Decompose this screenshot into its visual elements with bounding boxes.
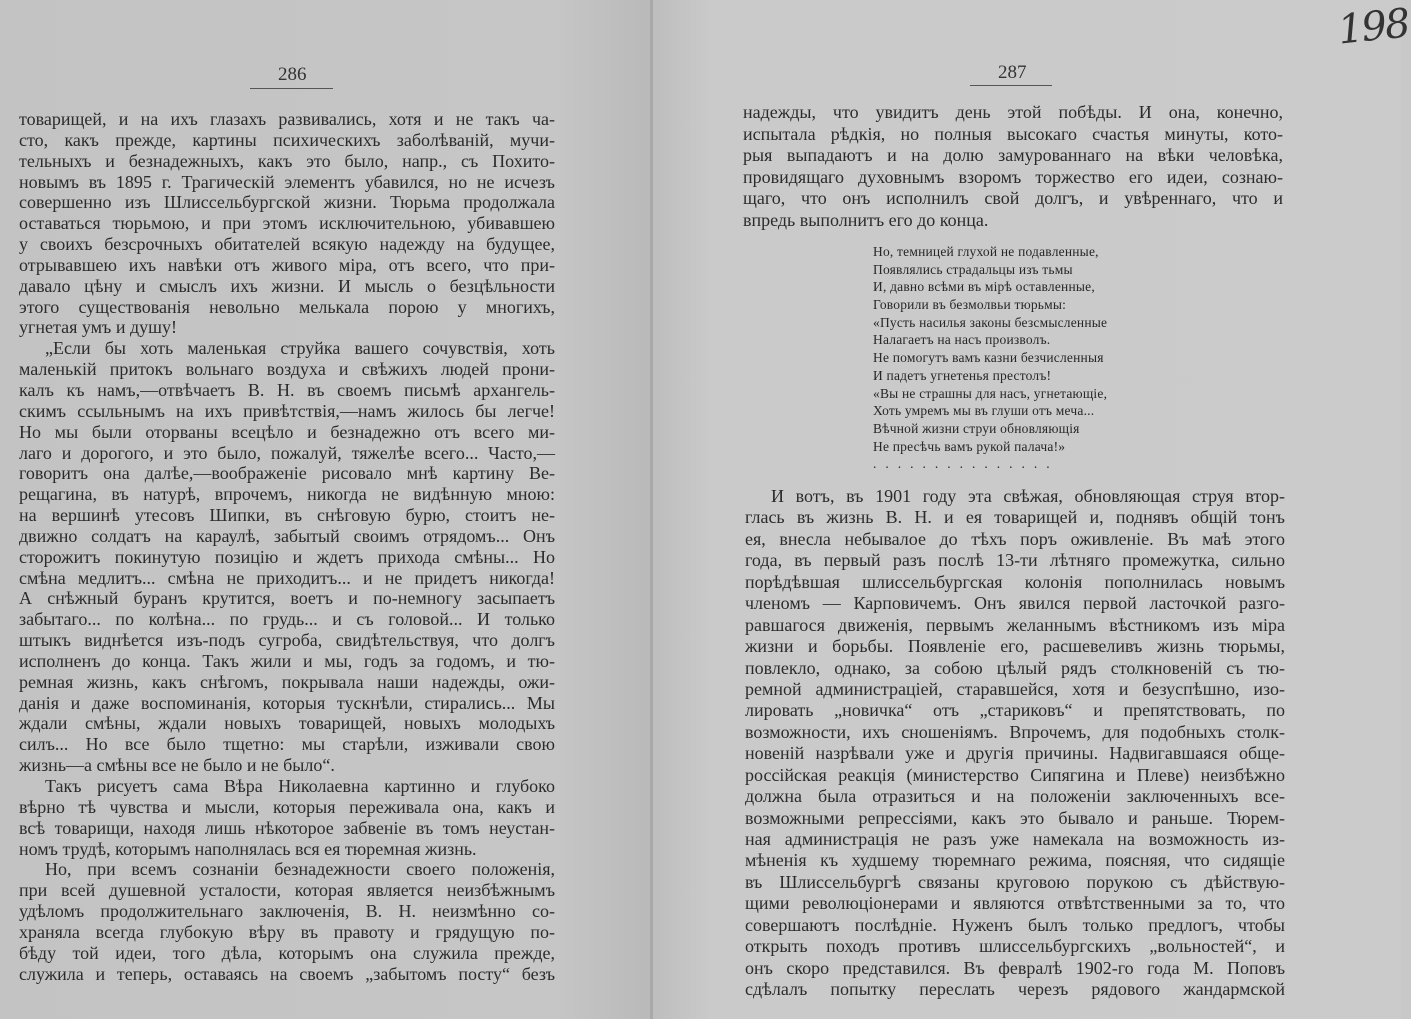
text-line: въ Шлиссельбургѣ связаны круговою порукою съ дѣйствую- xyxy=(745,871,1285,892)
text-line: совершенно изъ Шлиссельбургской жизни. Тюрьма продолжала xyxy=(19,192,555,213)
text-line: всѣ товарищи, находя лишь нѣкоторое забвеніе въ томъ неустан- xyxy=(19,817,555,838)
text-line: на вершинѣ утесовъ Шипки, въ снѣговую бурю, стоитъ не- xyxy=(19,505,555,526)
text-line: жизни и борьбы. Появленіе его, расшевеливъ жизнь тюрьмы, xyxy=(745,636,1285,657)
text-line: говоритъ она далѣе,—воображеніе рисовало мнѣ картину Ве- xyxy=(19,463,555,484)
text-line: штыкъ виднѣется изъ-подъ сугроба, свидѣтельствуя, что долгъ xyxy=(19,630,555,651)
text-line: ея, внесла небывалое до тѣхъ поръ оживленіе. Въ маѣ этого xyxy=(745,528,1285,549)
text-line: лировать „новичка“ отъ „стариковъ“ и препятствовать, по xyxy=(745,700,1285,721)
text-line: у своихъ безсрочныхъ обитателей всякую надежду на будущее, xyxy=(19,234,555,255)
text-line: равшагося движенія, первымъ желаннымъ вѣстникомъ изъ міра xyxy=(745,614,1285,635)
left-page-text xyxy=(19,109,555,984)
poem-line: Не пресѣчь вамъ рукой палача!» xyxy=(873,438,1066,454)
text-line: онъ скоро представился. Въ февралѣ 1902-го года М. Поповъ xyxy=(745,957,1285,978)
text-line: испытала рѣдкія, но полныя высокаго счастья минуты, кото- xyxy=(743,123,1283,144)
text-line: удѣломъ продолжительнаго заключенія, В. Н. неизмѣнно со- xyxy=(19,901,555,922)
poem-line: «Пусть насилья законы безсмысленные xyxy=(873,314,1108,330)
text-line: при всей душевной усталости, которая является неизбѣжнымъ xyxy=(19,880,555,901)
left-page-number: 286 xyxy=(278,64,307,85)
text-line: маленькій притокъ вольнаго воздуха и свѣжихъ людей прони- xyxy=(19,359,555,380)
text-line: калъ къ намъ,—отвѣчаетъ В. Н. въ своемъ письмѣ архангель- xyxy=(19,379,555,400)
text-line: сто, какъ прежде, картины психическихъ заболѣваній, мучи- xyxy=(19,129,555,150)
poem-line: Но, темницей глухой не подавленные, xyxy=(873,244,1099,259)
text-line: повлекло, однако, за собою цѣлый рядъ столкновеній съ тю- xyxy=(745,657,1285,678)
text-line: должна была отразиться и на положеніи заключенныхъ все- xyxy=(745,786,1285,807)
poem-line: Появлялись страдальцы изъ тьмы xyxy=(873,261,1073,277)
text-line: угнетая умъ и душу! xyxy=(19,317,177,338)
poem-verse xyxy=(873,243,1107,473)
text-line: глась въ жизнь В. Н. и ея товарищей и, поднявъ общій тонъ xyxy=(745,507,1285,528)
text-line: вѣрно тѣ чувства и мысли, которыя переживала она, какъ и xyxy=(19,796,555,817)
text-line: сдѣлалъ попытку переслать черезъ рядового жандармской xyxy=(745,979,1285,1000)
text-line: бѣду той идеи, того дѣла, которымъ она служила прежде, xyxy=(19,942,555,963)
right-page-text-top xyxy=(743,102,1283,232)
text-line: скимъ ссыльнымъ на ихъ привѣтствія,—намъ жилось бы легче! xyxy=(19,400,555,421)
text-line: забытаго... по колѣна... по грудь... и съ головой... И только xyxy=(19,609,555,630)
text-line: рещагина, въ натурѣ, впрочемъ, никогда не видѣнную мною: xyxy=(19,484,555,505)
poem-line: Вѣчной жизни струи обновляющія xyxy=(873,420,1080,436)
poem-ellipsis: ............... xyxy=(873,456,1059,472)
text-line: сторожитъ покинутую позицію и ждетъ прихода смѣны... Но xyxy=(19,546,555,567)
poem-line: Не помогутъ вамъ казни безчисленныя xyxy=(873,350,1104,366)
text-line: членомъ — Карповичемъ. Онъ явился первой ласточкой разго- xyxy=(745,593,1285,614)
poem-line: «Вы не страшны для насъ, угнетающіе, xyxy=(873,385,1108,401)
text-line: храняла всегда глубокую вѣру въ правоту и грядущую по- xyxy=(19,921,555,942)
text-line: тельныхъ и безнадежныхъ, какъ это было, напр., съ Похито- xyxy=(19,150,555,171)
text-line: порѣдѣвшая шлиссельбургская колонія пополнилась новымъ xyxy=(745,571,1285,592)
text-line: возможности, ихъ сношеніямъ. Впрочемъ, для подобныхъ столк- xyxy=(745,721,1285,742)
text-line: данія и даже воспоминанія, которыя тускнѣли, стирались... Мы xyxy=(19,692,555,713)
text-line: движно солдатъ на караулѣ, забытый своимъ отрядомъ... Онъ xyxy=(19,525,555,546)
text-line: давало цѣну и смыслъ ихъ жизни. И мысль о безцѣльности xyxy=(19,275,555,296)
text-line: А снѣжный буранъ крутится, воетъ и по-немногу засыпаетъ xyxy=(19,588,555,609)
text-line: рыя выпадаютъ и на долю замурованнаго на вѣки человѣка, xyxy=(743,145,1283,166)
text-line: этого существованія невольно мелькала порою у многихъ, xyxy=(19,296,555,317)
text-line: ждали смѣны, ждали новыхъ товарищей, новыхъ молодыхъ xyxy=(19,713,555,734)
text-line: открыть походъ противъ шлиссельбургскихъ „вольностей“, и xyxy=(745,936,1285,957)
text-line: ная администрація не разъ уже намекала на возможность из- xyxy=(745,829,1285,849)
text-line: ремной администраціей, старавшейся, хотя и безуспѣшно, изо- xyxy=(745,678,1285,699)
text-line: Но мы были оторваны всецѣло и безнадежно отъ всего ми- xyxy=(19,421,555,442)
text-line: россійская реакція (министерство Сипягина и Плеве) неизбѣжно xyxy=(745,764,1285,785)
text-line: провидящаго духовнымъ взоромъ торжество его идеи, сознаю- xyxy=(743,166,1283,187)
text-line: Такъ рисуетъ сама Вѣра Николаевна картинно и глубоко xyxy=(45,776,555,796)
text-line: новымъ въ 1895 г. Трагическій элементъ убавился, но не исчезъ xyxy=(19,171,555,192)
poem-line: И, давно всѣми въ мірѣ оставленные, xyxy=(873,279,1095,295)
text-line: года, въ первый разъ послѣ 13-ти лѣтняго промежутка, сильно xyxy=(745,550,1285,571)
right-page-number: 287 xyxy=(998,62,1027,83)
poem-line: Налагаетъ на насъ произволъ. xyxy=(873,332,1051,348)
text-line: „Если бы хоть маленькая струйка вашего сочувствія, хоть xyxy=(45,338,555,359)
text-line: совершаютъ послѣдніе. Нуженъ былъ только предлогъ, чтобы xyxy=(745,914,1285,935)
text-line: жизнь—а смѣны все не было и не было“. xyxy=(19,755,335,776)
poem-line: Хоть умремъ мы въ глуши отъ меча... xyxy=(873,403,1095,419)
text-line: Но, при всемъ сознаніи безнадежности своего положенія, xyxy=(45,859,555,880)
text-line: надежды, что увидитъ день этой побѣды. И она, конечно, xyxy=(743,102,1283,122)
text-line: лаго и дорогого, и это было, пожалуй, тяжелѣе всего... Часто,— xyxy=(19,442,555,463)
text-line: служила и теперь, оставаясь на своемъ „забытомъ посту“ безъ xyxy=(19,963,555,984)
text-line: мѣненія къ худшему тюремнаго режима, поясняя, что сидящіе xyxy=(745,850,1285,871)
text-line: ремная жизнь, какъ снѣгомъ, покрывала наши надежды, ожи- xyxy=(19,671,555,692)
text-line: И вотъ, въ 1901 году эта свѣжая, обновляющая струя втор- xyxy=(771,486,1285,506)
text-line: щаго, что онъ исполнилъ свой долгъ, и увѣреннаго, что и xyxy=(743,188,1283,209)
text-line: товарищей, и на ихъ глазахъ развивались, хотя и не такъ ча- xyxy=(19,109,555,129)
text-line: силъ... Но все было тщетно: мы старѣли, изживали свою xyxy=(19,734,555,755)
text-line: новеній назрѣвали уже и другія причины. Надвигавшаяся обще- xyxy=(745,743,1285,764)
handwritten-archive-number: 198 xyxy=(1335,0,1411,54)
text-line: смѣна медлитъ... смѣна не приходитъ... и не придетъ никогда! xyxy=(19,567,555,588)
text-line: исполненъ до конца. Такъ жили и мы, годъ за годомъ, и тю- xyxy=(19,650,555,671)
poem-line: И падетъ угнетенья престолъ! xyxy=(873,367,1052,383)
book-gutter xyxy=(650,0,653,1019)
text-line: впредь выполнитъ его до конца. xyxy=(743,209,989,230)
right-page-number-rule xyxy=(970,85,1052,86)
text-line: возможными репрессіями, какъ это бывало и раньше. Тюрем- xyxy=(745,807,1285,828)
text-line: отрывавшею ихъ навѣки отъ живого міра, отъ всего, что при- xyxy=(19,254,555,275)
text-line: оставаться тюрьмою, и при этомъ исключительною, убивавшею xyxy=(19,213,555,234)
right-page-text-bottom xyxy=(745,486,1285,1001)
left-page-number-rule xyxy=(250,88,333,89)
poem-line: Говорили въ безмолвьи тюрьмы: xyxy=(873,297,1067,313)
text-line: номъ трудѣ, которымъ наполнялась вся ея тюремная жизнь. xyxy=(19,838,477,859)
text-line: щими революціонерами и являются отвѣтственными за то, что xyxy=(745,893,1285,914)
